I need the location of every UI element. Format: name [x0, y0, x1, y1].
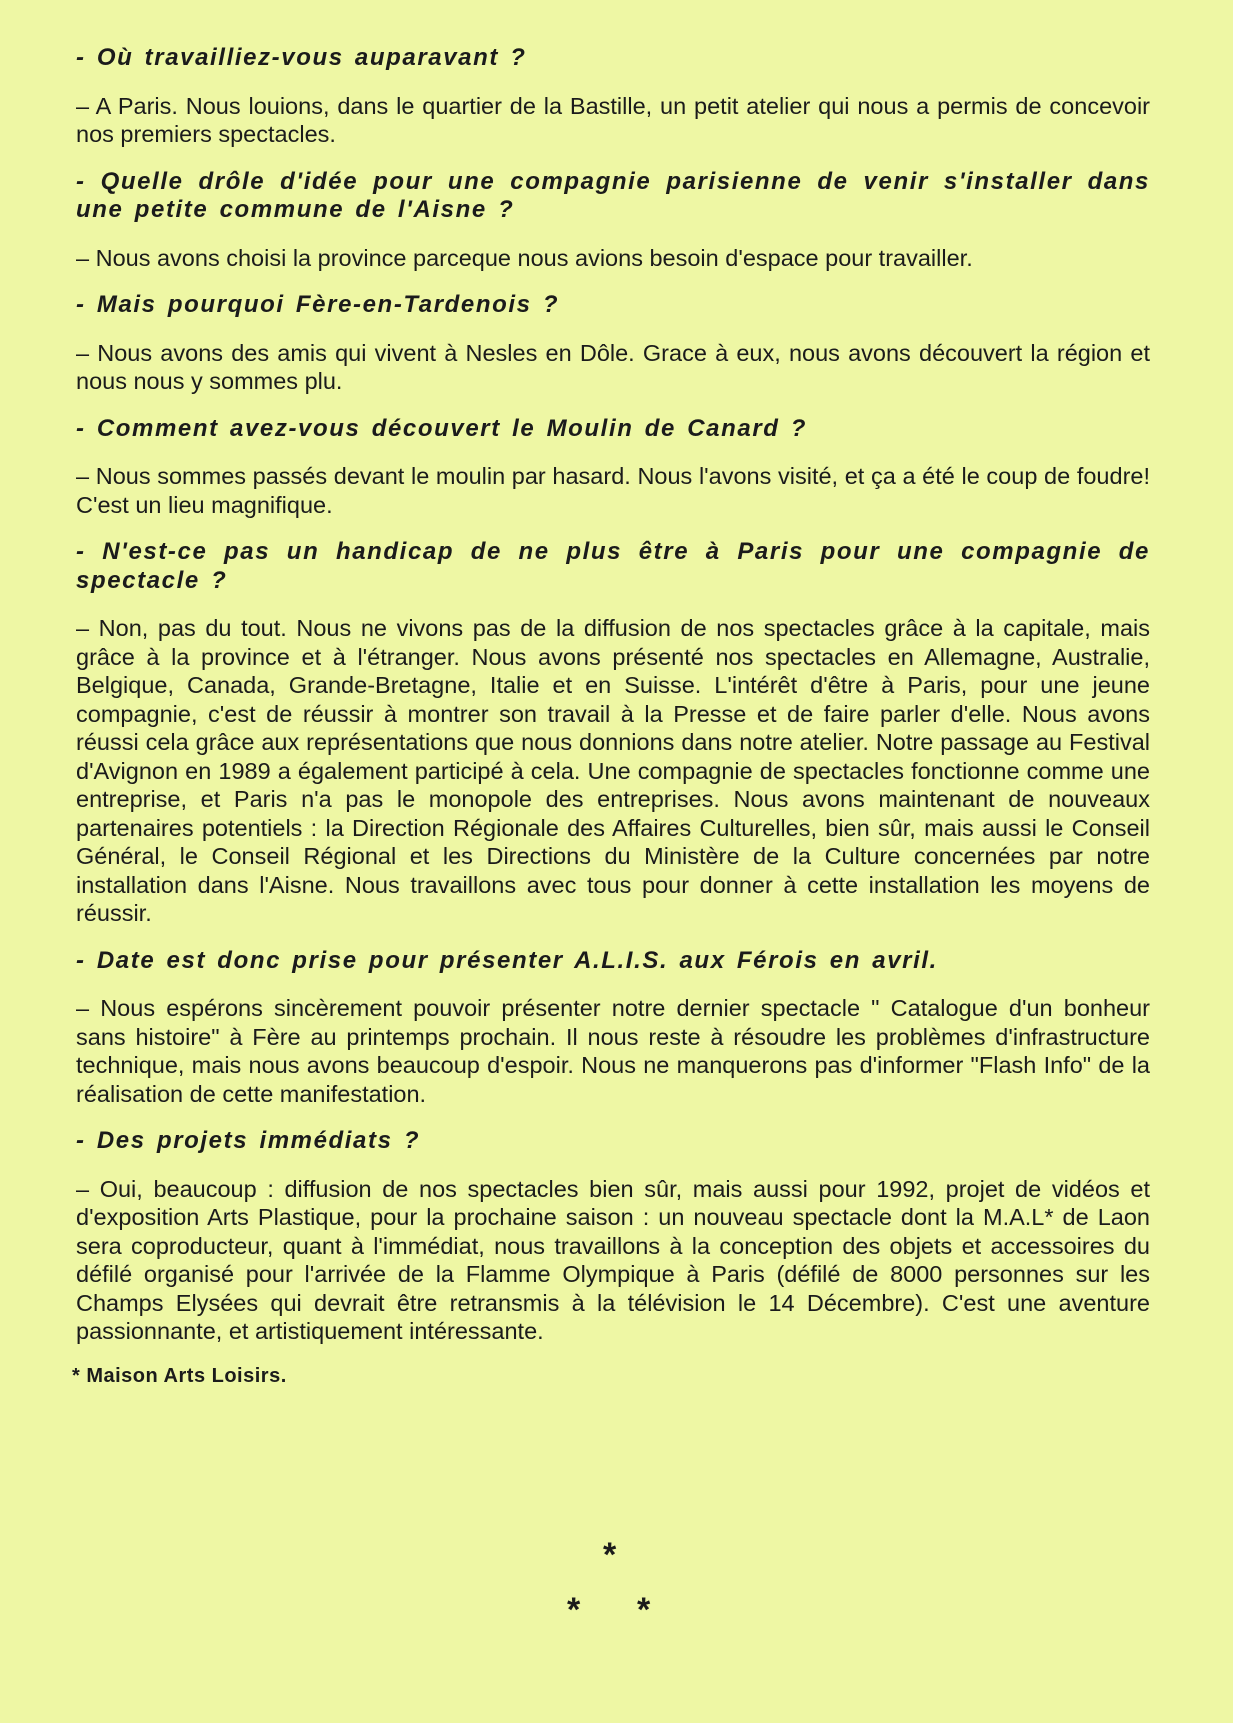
answer-3: – Nous avons des amis qui vivent à Nesles en Dôle. Grace à eux, nous avons découvert la région et nous nous y sommes plu.: [76, 339, 1150, 394]
answer-5: – Non, pas du tout. Nous ne vivons pas de la diffusion de nos spectacles grâce à la capitale, mais grâce à la province et à l'étranger. Nous avons présenté nos spectacles en Allemagne, Australie, Belgique, Canada, Grande-Bretagne, Italie et en Suisse. L'intérêt d'être à Paris, pour une jeune compagnie, c'est de réussir à montrer son travail à la Presse et de faire parler d'elle. Nous avons réussi cela grâce aux représentations que nous donnions dans notre atelier. Notre passage au Festival d'Avignon en 1989 a également participé à cela. Une compagnie de spectacles fonctionne comme une entreprise, et Paris n'a pas le monopole des entreprises. Nous avons maintenant de nouveaux partenaires potentiels : la Direction Régionale des Affaires Culturelles, bien sûr, mais aussi le Conseil Général, le Conseil Régional et les Directions du Ministère de la Culture concernées par notre installation dans l'Aisne. Nous travaillons avec tous pour donner à cette installation les moyens de réussir.: [76, 615, 1150, 926]
answer-4: – Nous sommes passés devant le moulin par hasard. Nous l'avons visité, et ça a été le coup de foudre! C'est un lieu magnifique.: [76, 463, 1150, 518]
answer-2: – Nous avons choisi la province parceque nous avions besoin d'espace pour travailler.: [76, 244, 973, 271]
question-5: - N'est-ce pas un handicap de ne plus être à Paris pour une compagnie de spectacle ?: [76, 538, 1150, 594]
answer-6: – Nous espérons sincèrement pouvoir présenter notre dernier spectacle " Catalogue d'un bonheur sans histoire" à Fère au printemps prochain. Il nous reste à résoudre les problèmes d'infrastructure technique, mais nous avons beaucoup d'espoir. Nous ne manquerons pas d'informer "Flash Info" de la réalisation de cette manifestation.: [76, 995, 1150, 1107]
footnote: * Maison Arts Loisirs.: [72, 1364, 287, 1387]
ornament-star-right: *: [637, 1591, 651, 1629]
answer-1: – A Paris. Nous louions, dans le quartier de la Bastille, un petit atelier qui nous a permis de concevoir nos premiers spectacles.: [76, 92, 1150, 147]
ornament-star-top: *: [603, 1536, 617, 1574]
question-1: - Où travailliez-vous auparavant ?: [76, 44, 527, 71]
interview-page: [72, 44, 1150, 1388]
question-2: - Quelle drôle d'idée pour une compagnie parisienne de venir s'installer dans une petite commune de l'Aisne ?: [76, 167, 1150, 223]
ornament-star-left: *: [567, 1591, 581, 1629]
question-4: - Comment avez-vous découvert le Moulin de Canard ?: [76, 414, 808, 442]
answer-7: – Oui, beaucoup : diffusion de nos spectacles bien sûr, mais aussi pour 1992, projet de vidéos et d'exposition Arts Plastique, pour la prochaine saison : un nouveau spectacle dont la M.A.L* de Laon sera coproducteur, quant à l'immédiat, nous travaillons à la conception des objets et accessoires du défilé organisé pour l'arrivée de la Flamme Olympique à Paris (défilé de 8000 personnes sur les Champs Elysées qui devrait être retransmis à la télévision le 14 Décembre). C'est une aventure passionnante, et artistiquement intéressante.: [76, 1175, 1150, 1344]
question-7: - Des projets immédiats ?: [76, 1127, 421, 1154]
question-6: - Date est donc prise pour présenter A.L.I.S. aux Férois en avril.: [76, 946, 938, 974]
question-3: - Mais pourquoi Fère-en-Tardenois ?: [76, 291, 560, 318]
